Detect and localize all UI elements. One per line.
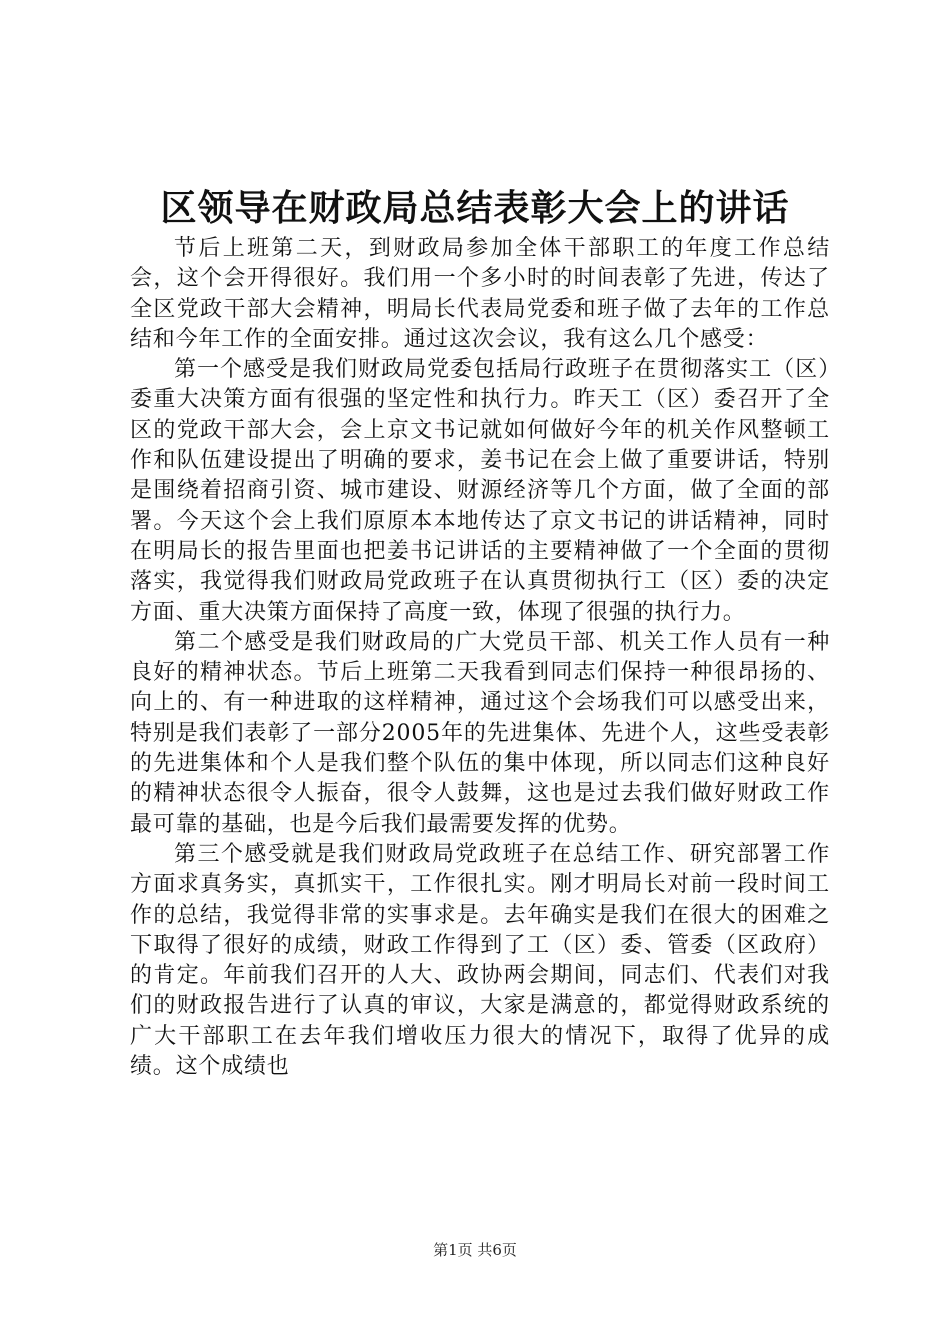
page-number-footer: 第1页 共6页 [433,1241,517,1259]
document-body [130,234,830,1082]
page-title: 区领导在财政局总结表彰大会上的讲话 [160,187,790,229]
paragraph-second-impression: 第二个感受是我们财政局的广大党员干部、机关工作人员有一种良好的精神状态。节后上班第二天我看到同志们保持一种很昂扬的、向上的、有一种进取的这样精神，通过这个会场我们可以感受出来，特别是我们表彰了一部分2005年的先进集体、先进个人，这些受表彰的先进集体和个人是我们整个队伍的集中体现，所以同志们这种良好的精神状态很令人振奋，很令人鼓舞，这也是过去我们做好财政工作最可靠的基础，也是今后我们最需要发挥的优势。 [130,629,830,837]
paragraph-intro: 节后上班第二天，到财政局参加全体干部职工的年度工作总结会，这个会开得很好。我们用一个多小时的时间表彰了先进，传达了全区党政干部大会精神，明局长代表局党委和班子做了去年的工作总结和今年工作的全面安排。通过这次会议，我有这么几个感受： [130,236,830,352]
paragraph-first-impression: 第一个感受是我们财政局党委包括局行政班子在贯彻落实工（区）委重大决策方面有很强的坚定性和执行力。昨天工（区）委召开了全区的党政干部大会，会上京文书记就如何做好今年的机关作风整顿工作和队伍建设提出了明确的要求，姜书记在会上做了重要讲话，特别是围绕着招商引资、城市建设、财源经济等几个方面，做了全面的部署。今天这个会上我们原原本本地传达了京文书记的讲话精神，同时在明局长的报告里面也把姜书记讲话的主要精神做了一个全面的贯彻落实，我觉得我们财政局党政班子在认真贯彻执行工（区）委的决定方面、重大决策方面保持了高度一致，体现了很强的执行力。 [130,357,830,625]
paragraph-third-impression: 第三个感受就是我们财政局党政班子在总结工作、研究部署工作方面求真务实，真抓实干，工作很扎实。刚才明局长对前一段时间工作的总结，我觉得非常的实事求是。去年确实是我们在很大的困难之下取得了很好的成绩，财政工作得到了工（区）委、管委（区政府）的肯定。年前我们召开的人大、政协两会期间，同志们、代表们对我们的财政报告进行了认真的审议，大家是满意的，都觉得财政系统的广大干部职工在去年我们增收压力很大的情况下，取得了优异的成绩。这个成绩也 [130,841,830,1080]
